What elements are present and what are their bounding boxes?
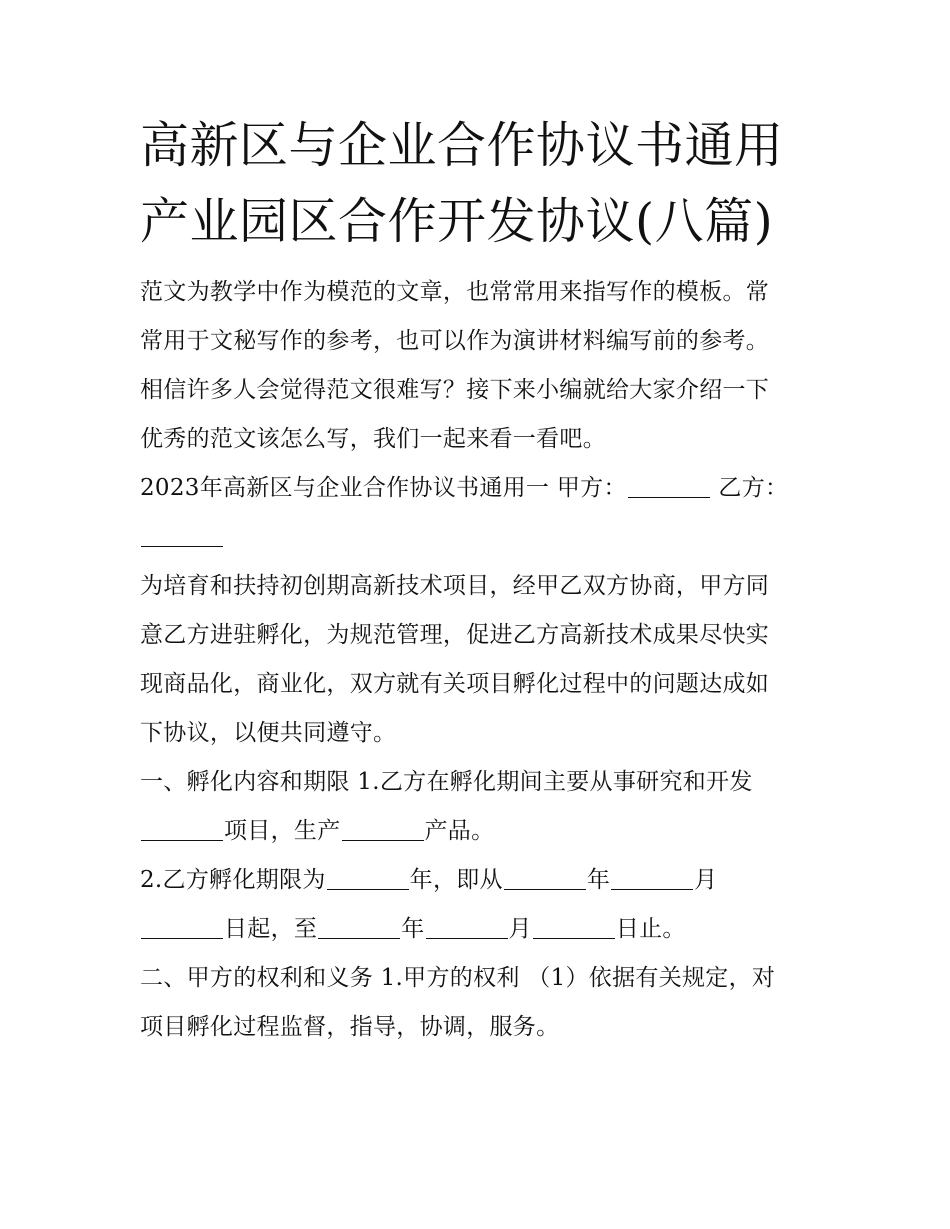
intro-paragraph <box>140 268 820 464</box>
end-year-blank <box>318 914 400 939</box>
purpose-line-1: 为培育和扶持初创期高新技术项目，经甲乙双方协商，甲方同 <box>140 573 770 599</box>
start-month-blank <box>611 865 693 890</box>
start-day-blank <box>141 914 223 939</box>
section-1-paragraph <box>140 758 820 856</box>
party-a-blank <box>628 473 710 498</box>
party-b-label: 乙方： <box>718 475 789 501</box>
purpose-line-4: 下协议，以便共同遵守。 <box>140 720 397 746</box>
year-from-label: 年，即从 <box>409 867 503 893</box>
document-page <box>140 108 820 1052</box>
section-2-line-2: 项目孵化过程监督，指导，协调，服务。 <box>140 1014 560 1040</box>
section-2-line-1: 二、甲方的权利和义务 1.甲方的权利 （1）依据有关规定，对 <box>140 965 776 991</box>
project-label: 项目，生产 <box>224 818 341 844</box>
day-from-label: 日起，至 <box>224 916 318 942</box>
term-years-blank <box>327 865 409 890</box>
parties-line-1 <box>140 464 820 513</box>
project-blank <box>141 816 223 841</box>
end-year-label: 年 <box>401 916 425 942</box>
product-label: 产品。 <box>424 818 495 844</box>
party-a-label: 甲方： <box>556 475 627 501</box>
document-title <box>140 108 820 260</box>
section-2-paragraph <box>140 954 820 1052</box>
term-prefix: 2.乙方孵化期限为 <box>140 867 326 893</box>
party-b-blank <box>141 522 223 547</box>
intro-line-1: 范文为教学中作为模范的文章，也常常用来指写作的模板。常 <box>140 279 770 305</box>
title-line-2: 产业园区合作开发协议(八篇) <box>140 193 774 250</box>
purpose-line-2: 意乙方进驻孵化，为规范管理，促进乙方高新技术成果尽快实 <box>140 622 770 648</box>
start-year-label: 年 <box>586 867 611 893</box>
section-1-line-2 <box>140 807 820 856</box>
intro-line-4: 优秀的范文该怎么写，我们一起来看一看吧。 <box>140 426 606 452</box>
end-month-blank <box>426 914 508 939</box>
parties-line-2 <box>140 513 820 562</box>
end-day-label: 日止。 <box>615 916 686 942</box>
section-1-2-line-2 <box>140 905 820 954</box>
section-1-line-1: 一、孵化内容和期限 1.乙方在孵化期间主要从事研究和开发 <box>140 769 753 795</box>
intro-line-2: 常用于文秘写作的参考，也可以作为演讲材料编写前的参考。 <box>140 328 770 354</box>
parties-paragraph <box>140 464 820 562</box>
end-month-label: 月 <box>508 916 532 942</box>
purpose-line-3: 现商品化，商业化，双方就有关项目孵化过程中的问题达成如 <box>140 671 770 697</box>
start-month-label: 月 <box>694 867 718 893</box>
end-day-blank <box>533 914 615 939</box>
parties-heading: 2023年高新区与企业合作协议书通用一 <box>140 475 550 501</box>
intro-line-3: 相信许多人会觉得范文很难写？接下来小编就给大家介绍一下 <box>140 377 770 403</box>
purpose-paragraph <box>140 562 820 758</box>
product-blank <box>342 816 424 841</box>
section-1-2-line-1 <box>140 856 820 905</box>
title-line-1: 高新区与企业合作协议书通用 <box>140 117 784 174</box>
start-year-blank <box>504 865 586 890</box>
section-1-2-paragraph <box>140 856 820 954</box>
